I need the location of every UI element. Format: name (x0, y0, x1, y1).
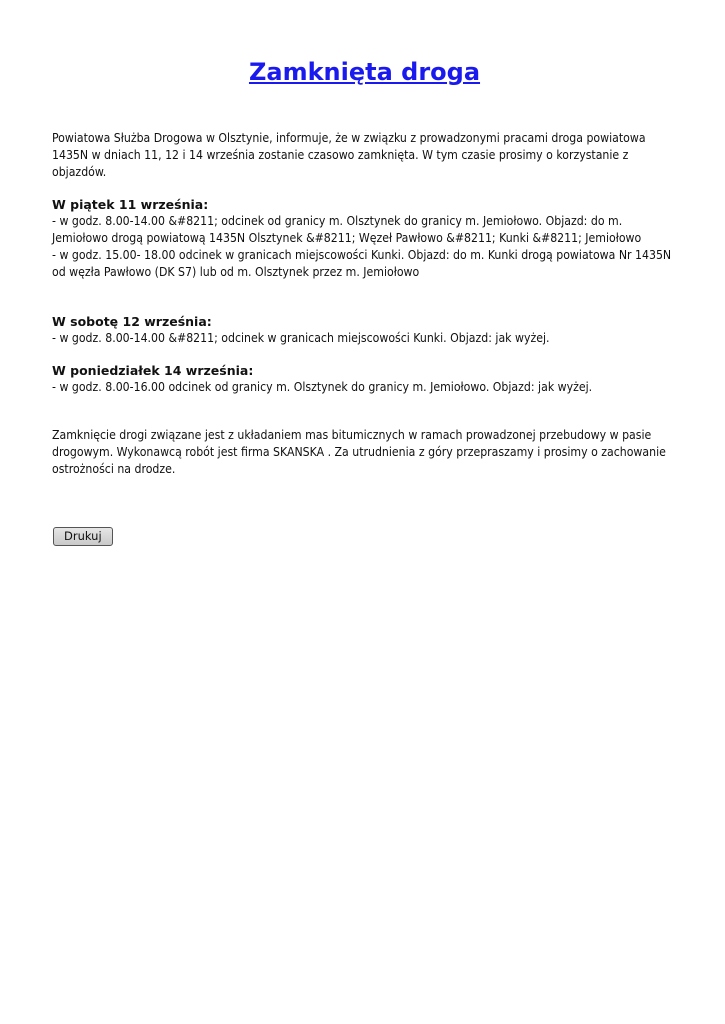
day-heading: W poniedziałek 14 września: (52, 363, 254, 378)
day-section-saturday (52, 313, 677, 347)
day-heading: W sobotę 12 września: (52, 314, 212, 329)
schedule-line: - w godz. 15.00- 18.00 odcinek w granicach miejscowości Kunki. Objazd: do m. Kunki drogą powiatowa Nr 1435N od węzła Pawłowo (DK S7) lub od m. Olsztynek przez m. Jemiołowo (52, 248, 672, 279)
schedule-line: - w godz. 8.00-14.00 &#8211; odcinek w granicach miejscowości Kunki. Objazd: jak wyżej. (52, 331, 550, 345)
page-title-link[interactable]: Zamknięta droga (248, 58, 481, 86)
schedule-line: - w godz. 8.00-16.00 odcinek od granicy m. Olsztynek do granicy m. Jemiołowo. Objazd: jak wyżej. (52, 380, 593, 394)
article (52, 56, 677, 478)
closing-paragraph: Zamknięcie drogi związane jest z układaniem mas bitumicznych w ramach prowadzonej przebudowy w pasie drogowym. Wykonawcą robót jest firma SKANSKA . Za utrudnienia z góry przepraszamy i prosimy o zachowanie ostrożności na drodze. (52, 428, 666, 476)
day-section-monday (52, 362, 677, 396)
intro-paragraph: Powiatowa Służba Drogowa w Olsztynie, informuje, że w związku z prowadzonymi pracami droga powiatowa 1435N w dniach 11, 12 i 14 września zostanie czasowo zamknięta. W tym czasie prosimy o korzystanie z objazdów. (52, 131, 646, 179)
day-heading: W piątek 11 września: (52, 197, 209, 212)
print-button-row (53, 525, 113, 546)
schedule-line: - w godz. 8.00-14.00 &#8211; odcinek od granicy m. Olsztynek do granicy m. Jemiołowo. Objazd: do m. Jemiołowo drogą powiatową 1435N Olsztynek &#8211; Węzeł Pawłowo &#8211; Kunki &#8211; Jemiołowo (52, 214, 642, 245)
day-section-friday (52, 196, 677, 281)
title-container (52, 56, 677, 88)
print-button[interactable]: Drukuj (53, 527, 113, 546)
